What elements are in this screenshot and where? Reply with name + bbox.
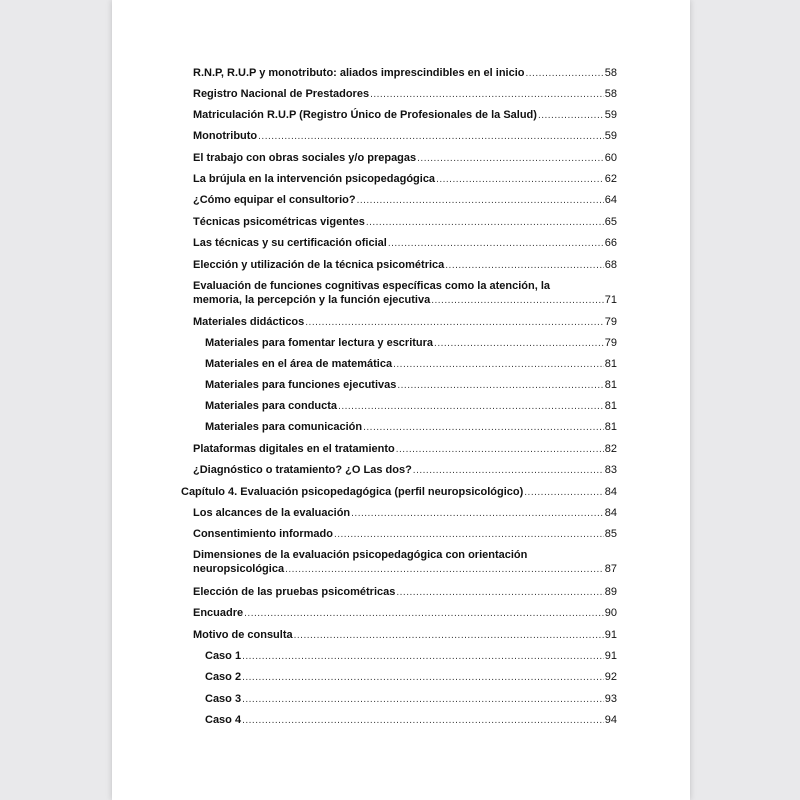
toc-entry[interactable] bbox=[205, 649, 617, 663]
toc-entry-page: 81 bbox=[604, 421, 617, 433]
toc-entry-page: 83 bbox=[604, 464, 617, 476]
dot-leader bbox=[397, 380, 603, 392]
toc-entry[interactable] bbox=[193, 548, 617, 576]
toc-entry-title: Monotributo bbox=[193, 130, 258, 142]
document-page bbox=[112, 0, 690, 800]
dot-leader bbox=[366, 217, 604, 229]
toc-entry[interactable] bbox=[205, 420, 617, 434]
dot-leader bbox=[370, 89, 604, 101]
toc-entry-title: Caso 1 bbox=[205, 650, 242, 662]
toc-entry-page: 65 bbox=[604, 216, 617, 228]
toc-entry-title: Capítulo 4. Evaluación psicopedagógica (perfil neuropsicológico) bbox=[181, 486, 524, 498]
toc-entry[interactable] bbox=[193, 66, 617, 80]
toc-entry[interactable] bbox=[193, 585, 617, 599]
toc-entry-page: 89 bbox=[604, 586, 617, 598]
dot-leader bbox=[242, 694, 604, 706]
toc-entry-title: Los alcances de la evaluación bbox=[193, 507, 351, 519]
toc-entry-title: R.N.P, R.U.P y monotributo: aliados imprescindibles en el inicio bbox=[193, 67, 525, 79]
toc-entry-title: ¿Cómo equipar el consultorio? bbox=[193, 194, 356, 206]
toc-entry-title: Materiales para funciones ejecutivas bbox=[205, 379, 397, 391]
dot-leader bbox=[388, 238, 604, 250]
toc-entry-page: 84 bbox=[604, 486, 617, 498]
toc-entry[interactable] bbox=[193, 236, 617, 250]
dot-leader bbox=[338, 401, 604, 413]
toc-entry-title: Matriculación R.U.P (Registro Único de Profesionales de la Salud) bbox=[193, 109, 537, 121]
toc-entry[interactable] bbox=[205, 670, 617, 684]
toc-entry-title: Materiales para conducta bbox=[205, 400, 338, 412]
toc-entry-title: La brújula en la intervención psicopedagógica bbox=[193, 173, 436, 185]
toc-entry-page: 85 bbox=[604, 528, 617, 540]
toc-entry-page: 59 bbox=[604, 109, 617, 121]
toc-entry-page: 79 bbox=[604, 316, 617, 328]
toc-entry-title: Elección y utilización de la técnica psicométrica bbox=[193, 259, 445, 271]
toc-entry-page: 79 bbox=[604, 337, 617, 349]
toc-entry-page: 93 bbox=[604, 693, 617, 705]
toc-entry-page: 90 bbox=[604, 607, 617, 619]
toc-entry[interactable] bbox=[205, 692, 617, 706]
toc-entry[interactable] bbox=[193, 129, 617, 143]
toc-entry-page: 81 bbox=[604, 400, 617, 412]
toc-entry-page: 59 bbox=[604, 130, 617, 142]
toc-entry-title: Materiales para comunicación bbox=[205, 421, 363, 433]
toc-entry[interactable] bbox=[193, 527, 617, 541]
toc-entry-title: Registro Nacional de Prestadores bbox=[193, 88, 370, 100]
toc-entry[interactable] bbox=[193, 151, 617, 165]
toc-entry[interactable] bbox=[193, 215, 617, 229]
dot-leader bbox=[242, 672, 604, 684]
toc-entry-page: 84 bbox=[604, 507, 617, 519]
dot-leader bbox=[538, 110, 604, 122]
toc-entry[interactable] bbox=[193, 315, 617, 329]
toc-entry[interactable] bbox=[193, 258, 617, 272]
toc-entry[interactable] bbox=[193, 172, 617, 186]
toc-entry[interactable] bbox=[193, 463, 617, 477]
toc-entry[interactable] bbox=[205, 357, 617, 371]
toc-entry-page: 71 bbox=[604, 294, 617, 306]
toc-entry-page: 92 bbox=[604, 671, 617, 683]
dot-leader bbox=[393, 359, 604, 371]
toc-entry-title: neuropsicológica bbox=[193, 563, 285, 575]
toc-entry[interactable] bbox=[193, 628, 617, 642]
dot-leader bbox=[363, 422, 604, 434]
dot-leader bbox=[431, 295, 604, 307]
toc-entry-page: 68 bbox=[604, 259, 617, 271]
toc-entry-title: Caso 2 bbox=[205, 671, 242, 683]
toc-entry-title: Plataformas digitales en el tratamiento bbox=[193, 443, 395, 455]
toc-entry-page: 81 bbox=[604, 379, 617, 391]
toc-entry-page: 87 bbox=[604, 563, 617, 575]
dot-leader bbox=[242, 715, 604, 727]
dot-leader bbox=[258, 131, 604, 143]
toc-entry-title: Caso 3 bbox=[205, 693, 242, 705]
toc-entry-page: 91 bbox=[604, 650, 617, 662]
toc-entry-title: Materiales en el área de matemática bbox=[205, 358, 393, 370]
toc-entry[interactable] bbox=[205, 713, 617, 727]
toc-entry-page: 66 bbox=[604, 237, 617, 249]
dot-leader bbox=[242, 651, 604, 663]
toc-entry[interactable] bbox=[193, 108, 617, 122]
toc-entry[interactable] bbox=[205, 336, 617, 350]
dot-leader bbox=[413, 465, 604, 477]
toc-entry[interactable] bbox=[205, 399, 617, 413]
toc-entry-title-line1: Evaluación de funciones cognitivas específicas como la atención, la bbox=[193, 280, 551, 292]
toc-entry-title: Consentimiento informado bbox=[193, 528, 333, 540]
toc-entry[interactable] bbox=[193, 193, 617, 207]
toc-entry-title: Materiales didácticos bbox=[193, 316, 305, 328]
dot-leader bbox=[351, 508, 604, 520]
dot-leader bbox=[526, 68, 604, 80]
toc-entry-title-line1: Dimensiones de la evaluación psicopedagógica con orientación bbox=[193, 549, 528, 561]
dot-leader bbox=[334, 529, 604, 541]
toc-entry-title: Técnicas psicométricas vigentes bbox=[193, 216, 365, 228]
toc-entry-title: Las técnicas y su certificación oficial bbox=[193, 237, 387, 249]
dot-leader bbox=[436, 174, 604, 186]
dot-leader bbox=[244, 608, 604, 620]
toc-entry[interactable] bbox=[205, 378, 617, 392]
toc-entry-title: Motivo de consulta bbox=[193, 629, 293, 641]
toc-entry-page: 82 bbox=[604, 443, 617, 455]
toc-entry-title: memoria, la percepción y la función ejecutiva bbox=[193, 294, 431, 306]
toc-entry-page: 91 bbox=[604, 629, 617, 641]
dot-leader bbox=[524, 487, 603, 499]
toc-entry[interactable] bbox=[193, 279, 617, 307]
toc-entry[interactable] bbox=[193, 442, 617, 456]
toc-entry-page: 58 bbox=[604, 88, 617, 100]
dot-leader bbox=[294, 630, 604, 642]
toc-entry-title: El trabajo con obras sociales y/o prepagas bbox=[193, 152, 417, 164]
toc-entry-page: 58 bbox=[604, 67, 617, 79]
dot-leader bbox=[396, 587, 603, 599]
toc-entry-page: 81 bbox=[604, 358, 617, 370]
toc-entry-page: 60 bbox=[604, 152, 617, 164]
toc-entry-title: ¿Diagnóstico o tratamiento? ¿O Las dos? bbox=[193, 464, 412, 476]
dot-leader bbox=[285, 564, 604, 576]
toc-entry-title: Caso 4 bbox=[205, 714, 242, 726]
toc-entry-title: Materiales para fomentar lectura y escritura bbox=[205, 337, 434, 349]
toc-entry-title: Encuadre bbox=[193, 607, 244, 619]
toc-entry[interactable] bbox=[193, 606, 617, 620]
toc-entry-chapter[interactable] bbox=[181, 485, 617, 499]
dot-leader bbox=[434, 338, 604, 350]
dot-leader bbox=[357, 195, 604, 207]
toc-entry[interactable] bbox=[193, 87, 617, 101]
dot-leader bbox=[445, 260, 603, 272]
toc-entry[interactable] bbox=[193, 506, 617, 520]
toc-entry-page: 64 bbox=[604, 194, 617, 206]
toc-entry-page: 62 bbox=[604, 173, 617, 185]
dot-leader bbox=[417, 153, 604, 165]
dot-leader bbox=[396, 444, 604, 456]
table-of-contents bbox=[112, 0, 690, 800]
toc-entry-page: 94 bbox=[604, 714, 617, 726]
dot-leader bbox=[305, 317, 603, 329]
toc-entry-title: Elección de las pruebas psicométricas bbox=[193, 586, 396, 598]
